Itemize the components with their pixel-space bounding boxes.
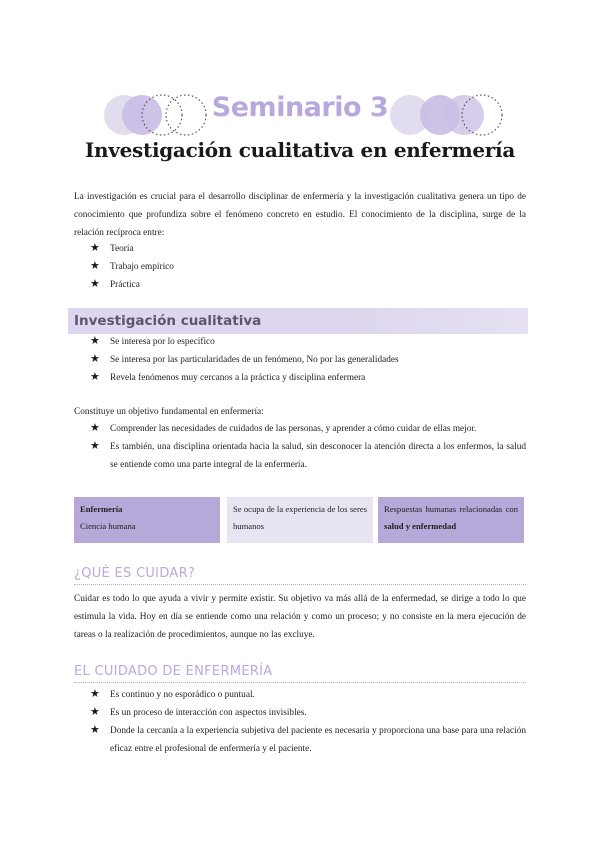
star-bullet-icon: ★ [90, 260, 100, 272]
nursing-care-list [90, 686, 526, 758]
star-bullet-icon: ★ [90, 688, 100, 700]
list-item: ★ Teoría [90, 242, 134, 254]
box-respuestas [378, 497, 524, 543]
seminar-title: Seminario 3 [211, 92, 389, 123]
box-bold-text: salud y enfermedad [384, 521, 457, 531]
list-item: ★ Práctica [90, 278, 140, 290]
box-text: Se ocupa de la experiencia de los seres humanos [233, 504, 367, 531]
qualitative-list [90, 333, 526, 387]
star-bullet-icon: ★ [90, 371, 100, 383]
list-item: ★ Es también, una disciplina orientada hacia la salud, sin desconocer la atención directa a los enfermos, la salud se entiende como una parte integral de la enfermería. [90, 440, 526, 470]
box-experiencia [227, 497, 373, 543]
list-item: ★ Donde la cercanía a la experiencia subjetiva del paciente es necesaria y proporciona una base para una relación eficaz entre el profesional de enfermería y el paciente. [90, 724, 526, 754]
seminar-header [0, 92, 600, 123]
section-heading: Investigación cualitativa [74, 313, 262, 329]
objective-list [90, 420, 526, 474]
list-item: ★ Trabajo empírico [90, 260, 174, 272]
objective-intro: Constituye un objetivo fundamental en enfermería: [74, 407, 264, 417]
star-bullet-icon: ★ [90, 706, 100, 718]
list-item: ★ Se interesa por las particularidades de un fenómeno, No por las generalidades [90, 353, 399, 365]
box-enfermeria [74, 497, 220, 543]
list-item: ★ Se interesa por lo específico [90, 335, 215, 347]
intro-paragraph: La investigación es crucial para el desarrollo disciplinar de enfermería y la investigación cualitativa genera un tipo de conocimiento que profundiza sobre el fenómeno concreto en estudio. El conocimiento de la disciplina, surge de la relación recíproca entre: [74, 192, 526, 238]
box-subtitle: Ciencia humana [80, 521, 136, 531]
list-item: ★ Revela fenómenos muy cercanos a la práctica y disciplina enfermera [90, 371, 366, 383]
star-bullet-icon: ★ [90, 278, 100, 290]
box-title: Enfermería [80, 504, 123, 514]
list-item: ★ Es un proceso de interacción con aspectos invisibles. [90, 706, 307, 718]
care-heading: ¿QUÉ ES CUIDAR? [74, 566, 526, 585]
star-bullet-icon: ★ [90, 335, 100, 347]
star-bullet-icon: ★ [90, 440, 100, 452]
star-bullet-icon: ★ [90, 242, 100, 254]
list-item: ★ Comprender las necesidades de cuidados de las personas, y aprender a cómo cuidar de ellas mejor. [90, 422, 477, 434]
list-item: ★ Es continuo y no esporádico o puntual. [90, 688, 255, 700]
star-bullet-icon: ★ [90, 724, 100, 736]
concept-boxes [74, 497, 526, 543]
document-title: Investigación cualitativa en enfermería [85, 138, 515, 162]
box-text: Respuestas humanas relacionadas con [384, 504, 518, 514]
star-bullet-icon: ★ [90, 353, 100, 365]
intro-list [90, 240, 526, 294]
care-paragraph: Cuidar es todo lo que ayuda a vivir y permite existir. Su objetivo va más allá de la enfermedad, se dirige a todo lo que estimula la vida. Hoy en día se entiende como una relación y como un proceso; y no consiste en la mera ejecución de tareas o la realización de procedimientos, aunque no las excluye. [74, 594, 526, 640]
section-heading-band [68, 308, 528, 334]
star-bullet-icon: ★ [90, 422, 100, 434]
nursing-care-heading: EL CUIDADO DE ENFERMERÍA [74, 664, 526, 683]
